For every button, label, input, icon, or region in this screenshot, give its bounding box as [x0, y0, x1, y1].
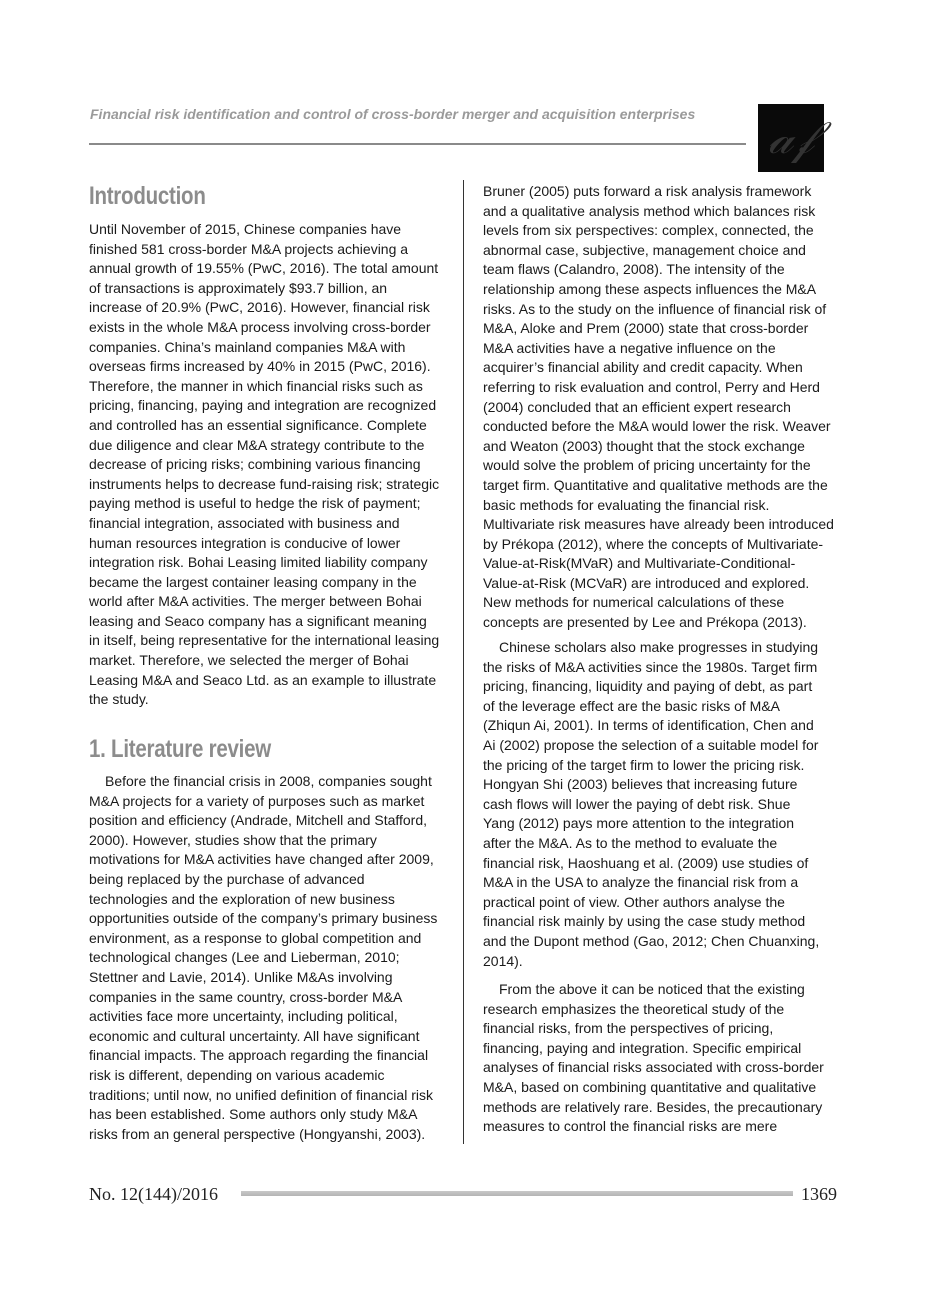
text-line: by Prékopa (2012), where the concepts of Multivariate- — [483, 535, 824, 552]
text-line: Hongyan Shi (2003) believes that increasing future — [483, 776, 798, 793]
text-line: financial impacts. The approach regarding the financial — [89, 1047, 429, 1064]
text-line: practical point of view. Other authors analyse the — [483, 893, 785, 910]
text-line: Yang (2012) pays more attention to the integration — [483, 815, 795, 832]
text-line: (2004) concluded that an efficient expert research — [483, 398, 791, 415]
text-line: Until November of 2015, Chinese companies have — [89, 221, 402, 237]
text-line: M&A projects for a variety of purposes such as market — [89, 792, 425, 809]
text-line: research emphasizes the theoretical study of the — [483, 1000, 785, 1017]
footer-rule — [241, 1191, 793, 1196]
text-line: in itself, being representative for the international leasing — [89, 632, 440, 649]
text-line: abnormal case, subjective, management choice and — [483, 241, 806, 258]
text-line: the study. — [89, 691, 149, 708]
paragraph-right-2 — [483, 638, 819, 971]
text-line: financing, paying and integration. Specific empirical — [483, 1039, 802, 1056]
text-line: acquirer’s financial ability and credit capacity. When — [483, 359, 803, 376]
text-line: New methods for numerical calculations of these — [483, 594, 785, 611]
text-line: decrease of pricing risks; combining various financing — [89, 456, 421, 473]
text-line: economic and cultural uncertainty. All have significant — [89, 1027, 420, 1044]
text-line: environment, as a response to global competition and — [89, 929, 422, 946]
paragraph-introduction — [89, 220, 439, 710]
text-line: referring to risk evaluation and control, Perry and Herd — [483, 378, 820, 395]
text-line: exists in the whole M&A process involving cross-border — [89, 318, 431, 335]
text-line: methods are relatively rare. Besides, the precautionary — [483, 1098, 823, 1115]
text-line: and a qualitative analysis method which balances risk — [483, 202, 816, 219]
text-line: relationship among these aspects influences the M&A — [483, 280, 817, 297]
heading-literature-review: 1. Literature review — [89, 735, 271, 763]
text-line: technological changes (Lee and Lieberman, 2010; — [89, 949, 400, 966]
text-line: of the leverage effect are the basic risks of M&A — [483, 697, 781, 714]
text-line: pricing, financing, liquidity and paying of debt, as part — [483, 678, 813, 695]
text-line: traditions; until now, no unified definition of financial risk — [89, 1086, 433, 1103]
text-line: motivations for M&A activities have changed after 2009, — [89, 851, 434, 868]
text-line: M&A, based on combining quantitative and qualitative — [483, 1078, 817, 1095]
text-line: integration risk. Bohai Leasing limited liability company — [89, 554, 428, 571]
text-line: finished 581 cross-border M&A projects achieving a — [89, 240, 409, 257]
text-line: would solve the problem of pricing uncertainty for the — [483, 457, 811, 474]
text-line: M&A activities have a negative influence on the — [483, 339, 776, 356]
text-line: technologies and the exploration of new business — [89, 890, 395, 907]
page-number: 1369 — [801, 1184, 837, 1204]
text-line: concepts are presented by Lee and Prékopa (2013). — [483, 614, 807, 631]
text-line: target firm. Quantitative and qualitative methods are the — [483, 476, 828, 493]
text-line: has been established. Some authors only study M&A — [89, 1106, 418, 1123]
text-line: From the above it can be noticed that the existing — [499, 981, 805, 997]
text-line: M&A, Aloke and Prem (2000) state that cross-border — [483, 320, 809, 337]
text-line: analyses of financial risks associated with cross-border — [483, 1059, 824, 1076]
text-line: 2000). However, studies show that the primary — [89, 831, 377, 848]
logo-mark: 𝒶𝒻 — [768, 111, 814, 163]
text-line: instruments helps to decrease fund-raising risk; strategic — [89, 475, 440, 492]
text-line: pricing, financing, paying and integration are recognized — [89, 397, 437, 414]
text-line: the pricing of the target firm to lower the pricing risk. — [483, 756, 805, 773]
text-line: (Zhiqun Ai, 2001). In terms of identification, Chen and — [483, 717, 814, 734]
text-line: companies in the same country, cross-border M&A — [89, 988, 403, 1005]
text-line: risks from an general perspective (Hongyanshi, 2003). — [89, 1125, 426, 1142]
text-line: conducted before the M&A would lower the risk. Weaver — [483, 418, 831, 435]
paragraph-right-3 — [483, 980, 824, 1137]
paragraph-right-1 — [483, 182, 834, 633]
text-line: financial risk, Haoshuang et al. (2009) use studies of — [483, 854, 809, 871]
text-line: increase of 20.9% (PwC, 2016). However, financial risk — [89, 299, 430, 316]
running-title: Financial risk identification and control of cross-border merger and acquisition enterprises — [90, 106, 696, 122]
text-line: measures to control the financial risks are mere — [483, 1118, 778, 1135]
text-line: Bruner (2005) puts forward a risk analysis framework — [483, 183, 812, 199]
text-line: overseas firms increased by 40% in 2015 (PwC, 2016). — [89, 358, 431, 375]
text-line: market. Therefore, we selected the merger of Bohai — [89, 652, 409, 669]
text-line: Leasing M&A and Seaco Ltd. as an example to illustrate — [89, 671, 437, 688]
text-line: Stettner and Lavie, 2014). Unlike M&As involving — [89, 968, 393, 985]
text-line: position and efficiency (Andrade, Mitchell and Stafford, — [89, 812, 428, 829]
text-line: Value-at-Risk (MCVaR) are introduced and explored. — [483, 574, 810, 591]
paragraph-literature-1 — [89, 772, 437, 1144]
text-line: risks. As to the study on the influence of financial risk of — [483, 300, 827, 317]
header-rule — [89, 143, 746, 145]
text-line: basic methods for evaluating the financial risk. — [483, 496, 770, 513]
text-line: world after M&A activities. The merger between Bohai — [89, 593, 422, 610]
text-line: levels from six perspectives: complex, connected, the — [483, 222, 814, 239]
text-line: after the M&A. As to the method to evaluate the — [483, 834, 778, 851]
text-line: being replaced by the purchase of advanced — [89, 870, 365, 887]
text-line: and the Dupont method (Gao, 2012; Chen Chuanxing, — [483, 932, 820, 949]
column-divider — [463, 180, 464, 1144]
text-line: annual growth of 19.55% (PwC, 2016). The total amount — [89, 260, 439, 277]
heading-introduction: Introduction — [89, 182, 206, 210]
text-line: companies. China’s mainland companies M&A with — [89, 338, 406, 355]
journal-logo — [758, 104, 824, 172]
text-line: paying method is useful to hedge the risk of payment; — [89, 495, 421, 512]
text-line: M&A in the USA to analyze the financial risk from a — [483, 874, 799, 891]
text-line: activities face more uncertainty, including political, — [89, 1008, 398, 1025]
text-line: financial risks, from the perspectives of pricing, — [483, 1020, 774, 1037]
text-line: financial integration, associated with business and — [89, 514, 400, 531]
text-line: 2014). — [483, 952, 523, 969]
text-line: became the largest container leasing company in the — [89, 573, 417, 590]
text-line: Therefore, the manner in which financial risks such as — [89, 377, 423, 394]
text-line: financial risk mainly by using the case study method — [483, 913, 806, 930]
text-line: team flaws (Calandro, 2008). The intensity of the — [483, 261, 785, 278]
text-line: of transactions is approximately $93.7 billion, an — [89, 279, 388, 296]
text-line: Ai (2002) propose the selection of a suitable model for — [483, 736, 819, 753]
text-line: Value-at-Risk(MVaR) and Multivariate-Conditional- — [483, 555, 796, 572]
text-line: cash flows will lower the paying of debt risk. Shue — [483, 795, 791, 812]
text-line: due diligence and clear M&A strategy contribute to the — [89, 436, 425, 453]
text-line: leasing and Seaco company has a significant meaning — [89, 612, 427, 629]
text-line: and controlled has an essential significance. Complete — [89, 416, 427, 433]
text-line: Chinese scholars also make progresses in studying — [499, 639, 819, 655]
text-line: and Weaton (2003) thought that the stock exchange — [483, 437, 805, 454]
text-line: opportunities outside of the company’s primary business — [89, 910, 438, 927]
text-line: Before the financial crisis in 2008, companies sought — [105, 773, 432, 789]
text-line: risk is different, depending on various academic — [89, 1066, 385, 1083]
issue-number: No. 12(144)/2016 — [89, 1184, 218, 1204]
text-line: the risks of M&A activities since the 1980s. Target firm — [483, 658, 818, 675]
text-line: human resources integration is conducive of lower — [89, 534, 401, 551]
text-line: Multivariate risk measures have already been introduced — [483, 516, 834, 533]
